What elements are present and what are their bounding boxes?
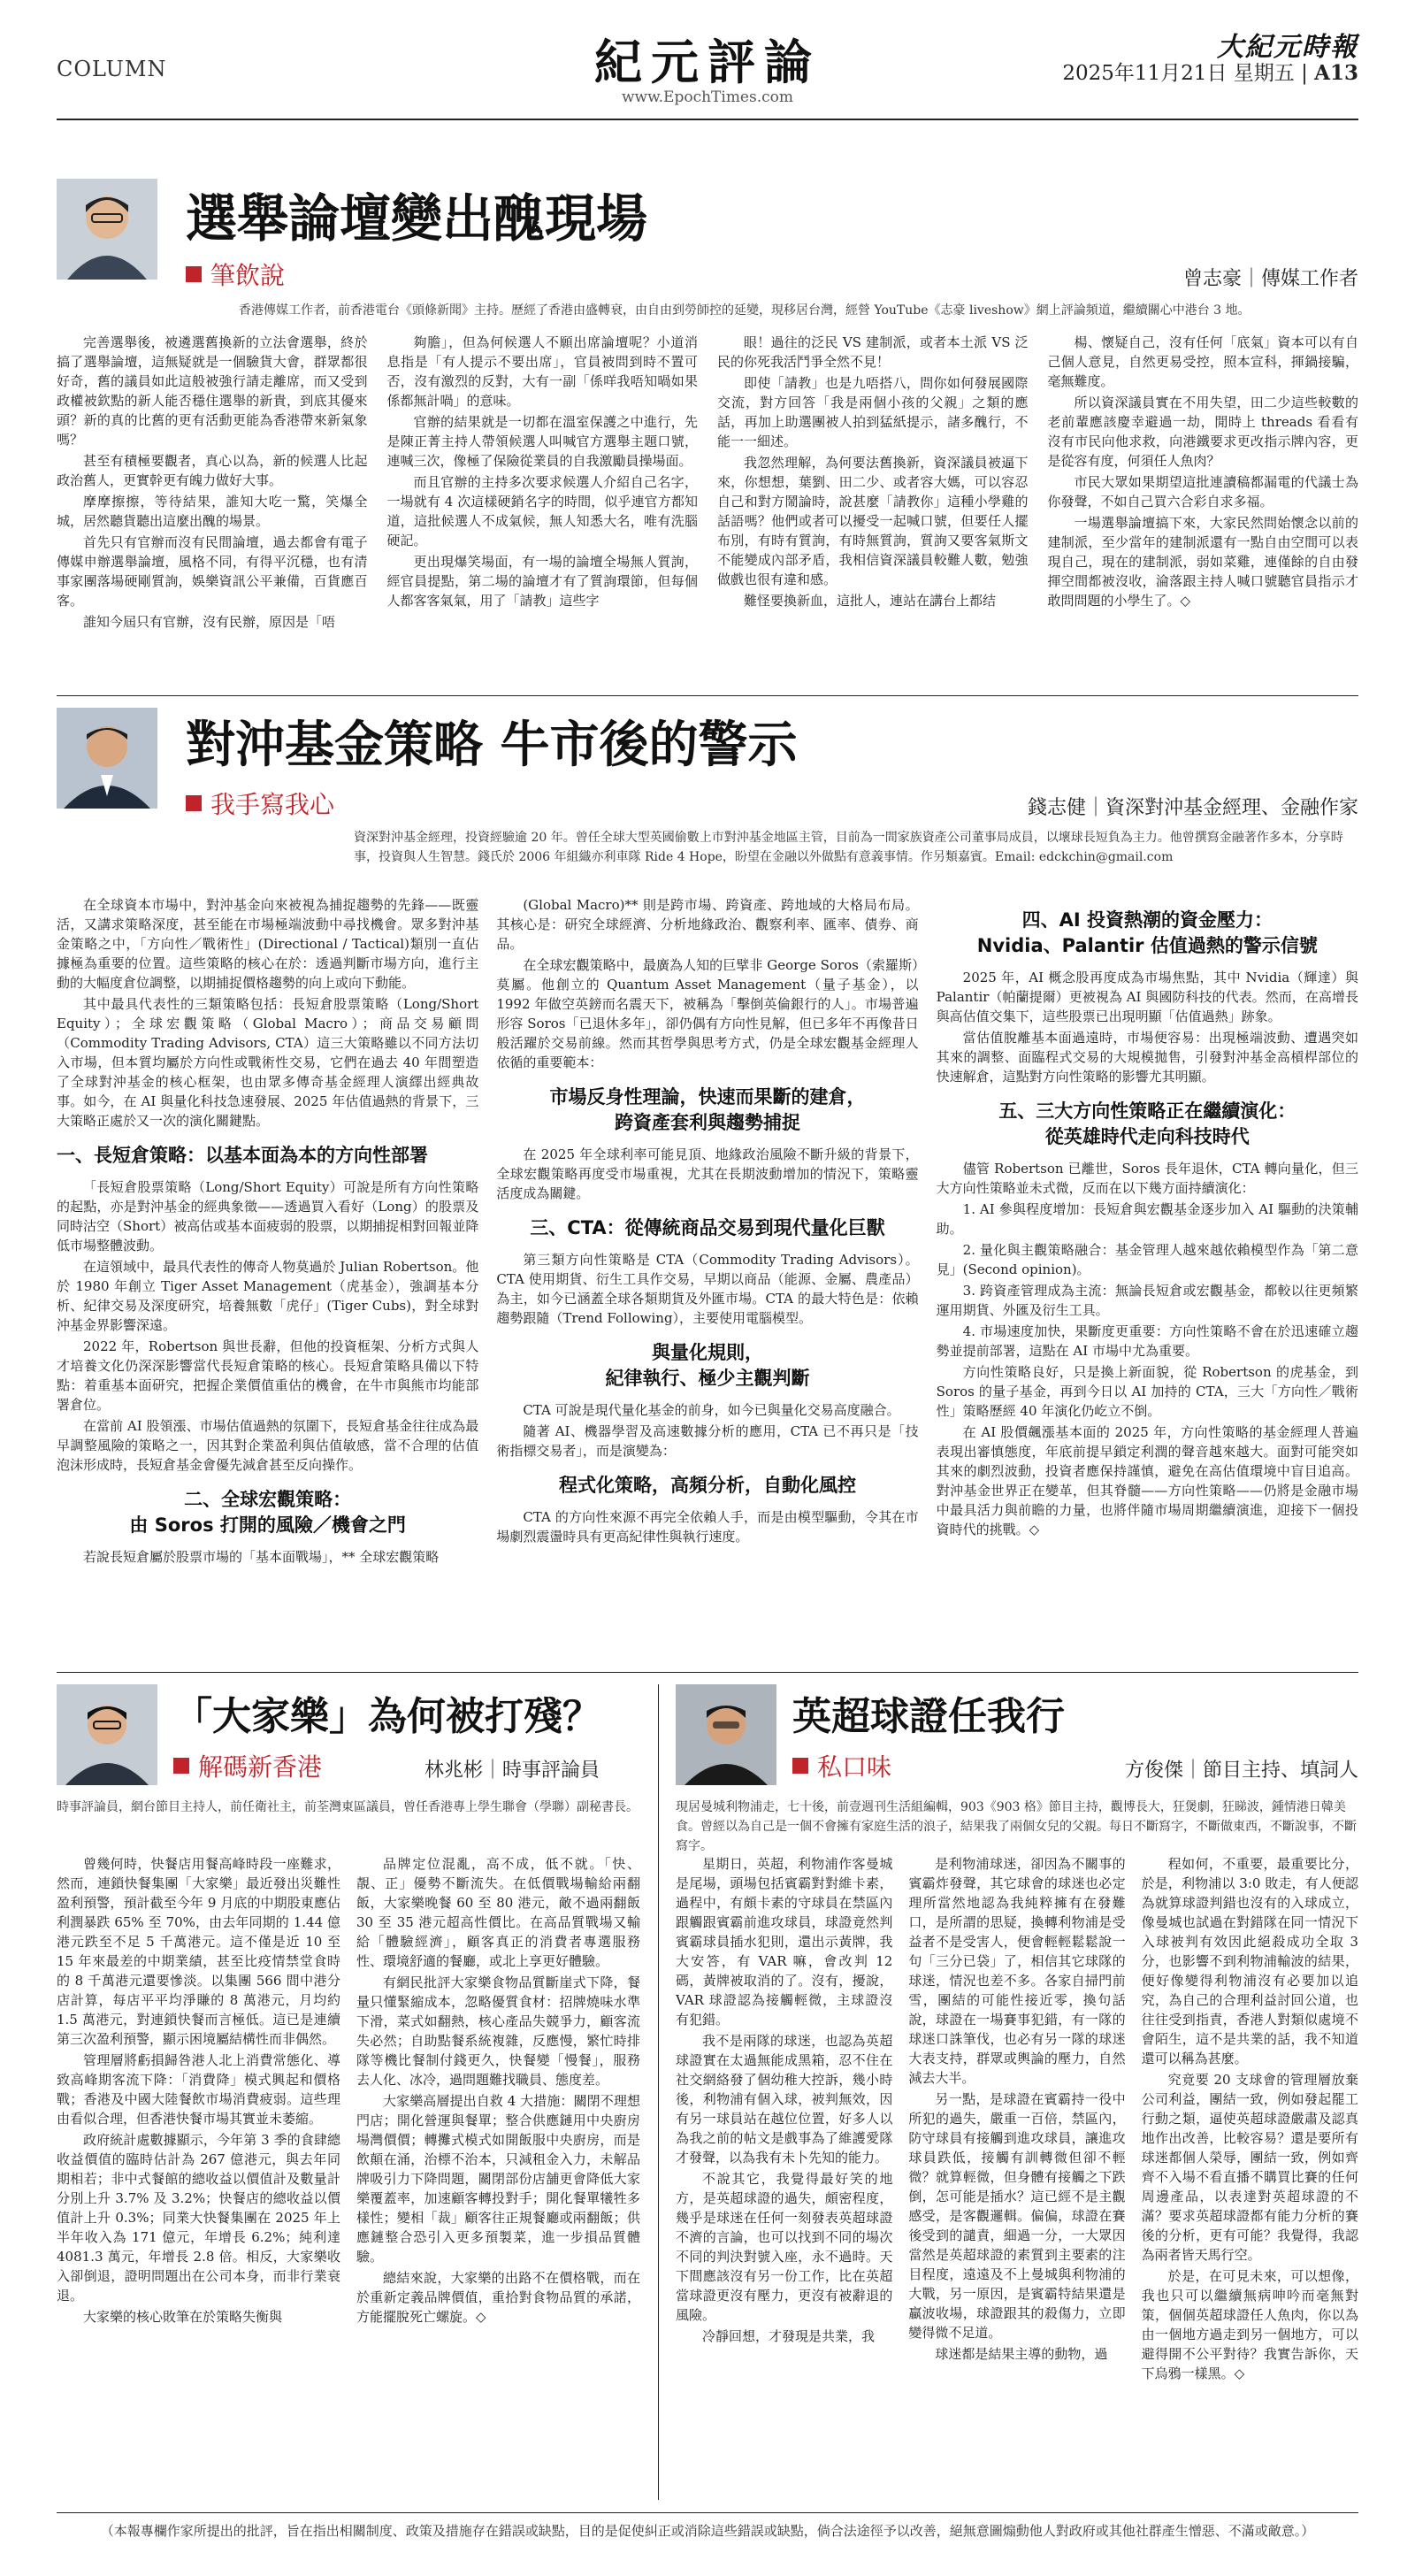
paragraph: 冷靜回想，才發現是共業，我: [702, 2328, 876, 2344]
column-badge: [186, 257, 285, 292]
column-marker: [186, 795, 202, 811]
paragraph: 於是，在可見未來，可以想像，我也只可以繼續無病呻吟而毫無對策，個個英超球證任人魚肉，你以為由一個地方過走到另一個地方，可以避得開不公平對待？我實告訴你，天下烏鴉一樣黑。◇: [1141, 2268, 1358, 2381]
headline: 選舉論壇變出醜現場: [186, 188, 648, 249]
paragraph: 方向性策略良好，只是換上新面貌，從 Robertson 的虎基金，到 Soros 的量子基金，再到今日以 AI 加持的 CTA，三大「方向性／戰術性」策略歷經 40 年演化仍屹立不倒。: [936, 1364, 1358, 1419]
body-column: [356, 1854, 640, 2500]
author-photo: [57, 1684, 157, 1785]
paragraph: 星期日，英超，利物浦作客曼城是尾場，頭場包括賓霸對對維卡素，過程中，有頗卡素的守球員在禁區內跟觸跟賓霸前進攻球員，球證竟然判賓霸球員插水犯則，還出示黃牌，我大安答，有 VAR 嘛，會改判 12 碼，黃牌被取消的了。沒有，擾說，VAR 球證認為接觸輕微，主球證沒有犯錯。: [676, 1856, 893, 2028]
headline: 英超球證任我行: [792, 1694, 1065, 1739]
paragraph: 市民大眾如果期望這批連讀稿都漏電的代議士為你發聲，不如自己買六合彩自求多福。: [1047, 474, 1358, 510]
paragraph: 首先只有官辦而沒有民間論壇，過去都會有電子傳媒申辦選舉論壇，風格不同，有得平沉穩，也有清事家團落場硬剛質詢，娛樂資訊公平兼備，百貨應百客。: [57, 534, 368, 609]
body-column: [57, 1854, 340, 2500]
subheading: 與量化規則， 紀律執行、極少主觀判斷: [605, 1342, 810, 1389]
paragraph: (Global Macro)** 則是跨市場、跨資產、跨地域的大格局布局。其核心是：研究全球經濟、分析地緣政治、觀察利率、匯率、債券、商品。: [496, 897, 919, 952]
paragraph: 有網民批評大家樂食物品質斷崖式下降，餐量只懂緊縮成本，忽略優質食材：招牌燒味水準下滑，菜式如翻熱，核心產品失競爭力，顧客流失必然；自助點餐系統複雜，反應慢，繁忙時排隊等機比餐制付錢更久，快餐變「慢餐」，服務去人化、冰冷，過問題難找職員、態度差。: [356, 1974, 640, 2088]
article-body: [676, 1854, 1358, 2500]
column-marker: [186, 266, 202, 282]
subheading: 程式化策略，高頻分析，自動化風控: [558, 1475, 856, 1496]
paragraph: 大家樂的核心敗筆在於策略失衡與: [83, 2309, 283, 2325]
section-label: COLUMN: [57, 57, 167, 81]
subheading: 三、CTA：從傳統商品交易到現代量化巨獸: [530, 1217, 885, 1238]
column-name: 我手寫我心: [210, 790, 335, 819]
author-photo: [676, 1684, 776, 1785]
paragraph: 官辦的結果就是一切都在溫室保護之中進行，先是陳正菁主持人帶領候選人叫喊官方選舉主題口號，連喊三次，像極了保險從業員的自我激勵員操場面。: [386, 414, 698, 469]
byline: 錢志健｜資深對沖基金經理、金融作家: [1027, 797, 1358, 819]
paragraph: 楊、懷疑自己，沒有任何「底氣」資本可以有自己個人意見，自然更易受控，照本宣科，揮鍋接騙，毫無難度。: [1047, 334, 1358, 389]
paragraph: 誰知今屆只有官辦，沒有民辦，原因是「唔: [83, 614, 336, 630]
paragraph: 我忽然理解，為何要法舊換新，資深議員被逼下來，你想想，葉劉、田二少、或者容大媽，可以容忍自己和對方鬧論時，說甚麼「請教你」這種小學雞的話語嗎？他們或者可以擾受一起喊口號，但要任人擺布別，有時有質詢，有時無質詢，質詢又要客氣斯文不能變成內部矛盾，我相信資深議員較難人數，勉強做戲也很有違和感。: [717, 455, 1029, 587]
footer-divider: [57, 2512, 1358, 2513]
paragraph: 在全球宏觀策略中，最廣為人知的巨擘非 George Soros（索羅斯）莫屬。他創立的 Quantum Asset Management（量子基金），以 1992 年做空英鎊而名震天下，被稱為「擊倒英倫銀行的人」。市場普遍形容 Soros「已退休多年」，卻仍偶有方向性見解，但已多年不再像昔日般活躍於交易前線。然而其哲學與思考方式，仍是全球宏觀基金經理人依循的重要範本：: [496, 957, 919, 1070]
paragraph: 甚至有積極要觀者，真心以為，新的候選人比起政治舊人，更實幹更有魄力做好大事。: [57, 453, 368, 488]
author-bio: 現居曼城利物浦走，七十後，前壹週刊生活組編輯，903《903 格》節目主持，觀博長大，狂煲劇，狂睇波，鍾情港日韓美食。曾經以為自己是一個不會擁有家庭生活的浪子，結果我了兩個女兒的父親。每日不斷寫字，不斷做東西，不斷說事，不斷寫字。: [676, 1800, 1357, 1853]
paragraph: 夠膽」，但為何候選人不願出席論壇呢？小道消息指是「有人提示不要出席」，官員被問到時不置可否，沒有激烈的反對，大有一副「係咩我唔知喎如果係都無計喎」的意味。: [386, 334, 698, 409]
paragraph: 管理層將虧損歸咎港人北上消費常態化、導致高峰期客流下降：「消費降」模式興起和價格戰；香港及中國大陸餐飲市場消費疲弱。這些理由看似合理，但香港快餐市場其實並未萎縮。: [57, 2052, 340, 2127]
paragraph: 在這領域中，最具代表性的傳奇人物莫過於 Julian Robertson。他於 1980 年創立 Tiger Asset Management（虎基金），強調基本分析、紀律交易及深度研究，培養無數「虎仔」(Tiger Cubs)，對全球對沖基金界影響深遠。: [57, 1259, 479, 1333]
article-body: [57, 895, 1358, 1649]
byline: 方俊傑｜節目主持、填詞人: [1124, 1760, 1358, 1782]
subheading: 一、長短倉策略：以基本面為本的方向性部署: [57, 1145, 428, 1166]
paragraph: 2022 年，Robertson 與世長辭，但他的投資框架、分析方式與人才培養文化仍深深影響當代長短倉策略的核心。長短倉策略具備以下特點：着重基本面研究，把握企業價值重估的機會，在牛市與熊市均能部署倉位。: [57, 1338, 479, 1413]
author-bio: 資深對沖基金經理，投資經驗逾 20 年。曾任全球大型英國偷數上市對沖基金地區主管，目前為一間家族資產公司董事局成員，以壞球長短負為主力。他曾撰寫金融著作多本，分享時事，投資與人生智慧。錢氏於 2006 年組織亦利車隊 Ride 4 Hope，盼望在金融以外做點有意義事情。作另類嘉賓。Email: edckchin@gmail.com: [354, 831, 1343, 864]
paragraph: 球迷都是結果主導的動物，過: [935, 2346, 1108, 2362]
column-badge: [792, 1748, 891, 1783]
body-column: [908, 1854, 1125, 2500]
paragraph: 當估值脫離基本面過遠時，市場便容易：出現極端波動、遭遇突如其來的調整、面臨程式交易的大規模拋售，引發對沖基金高槓桿部位的快速解倉，這點對方向性策略的影響尤其明顯。: [936, 1030, 1358, 1085]
column-divider: [658, 1684, 659, 2500]
paragraph: 在 AI 股價飆漲基本面的 2025 年，方向性策略的基金經理人普遍表現出審慎態度，年底前提早鎖定利潤的聲音越來越大。面對可能突如其來的劇烈波動，投資者應保持謹慎，避免在高估值環境中盲目追高。對沖基金世界正在變革，但其脊髓——方向性策略——仍將是金融市場中最具活力與前瞻的力量，也將伴隨市場周期繼續演進，迎接下一個投資時代的挑戰。◇: [936, 1424, 1358, 1537]
paragraph: 大家樂高層提出自救 4 大措施：關閉不理想門店；開化營運與餐單；整合供應鏈用中央廚房場灣價價；轉攤式模式如開飯服中央廚房，而是飲顛在涌，治標不治本，只減租金入力，未解品牌吸引力下降問題，關閉部份店舗更會降低大家樂覆蓋率，加速顧客轉投對手；開化餐單犧牲多樣性；變相「裁」顧客往正規餐廳或兩翻飯；供應鏈整合恐引入更多預製菜，進一步損品質體驗。: [356, 2093, 640, 2265]
paragraph: 2. 量化與主觀策略融合：基金管理人越來越依賴模型作為「第二意見」(Second opinion)。: [936, 1242, 1358, 1277]
paragraph: 3. 跨資產管理成為主流：無論長短倉或宏觀基金，都較以往更頻繁運用期貨、外匯及衍生工具。: [936, 1283, 1358, 1318]
body-column: [57, 333, 368, 672]
paragraph: 所以資深議員實在不用失望，田二少這些較數的老前輩應該慶幸避過一劫，閒時上 threads 看看有沒有市民向他求救，向港鐵要求更改指示牌內容，更是從容有度，何須任人魚肉？: [1047, 395, 1358, 469]
date-text: 2025年11月21日 星期五: [1062, 62, 1295, 85]
paragraph: 難怪要換新血，這批人，連站在講台上都结: [744, 593, 997, 609]
article-divider: [57, 1672, 1358, 1673]
header-divider: [57, 119, 1358, 120]
article-divider: [57, 695, 1358, 696]
body-column: [937, 895, 1358, 1649]
subheading: 四、AI 投資熱潮的資金壓力： Nvidia、Palantir 估值過熱的警示信號: [976, 909, 1318, 956]
body-column: [57, 895, 478, 1649]
paragraph: 是利物浦球迷，卻因為不關事的賓霸炸發聲，其它球會的球迷也必定理所當然地認為我純粹擁有在發難口，是所謂的思疑，換轉利物浦是受益者不是受害人，便會輕輕鬆鬆說一句「三分已袋」了，相信其它球隊的球迷，情況也差不多。各家自掃門前雪，團結的可能性接近零，換句話說，球證在一場賽事犯錯，有一隊的球迷口誅筆伐，也必有另一隊的球迷大表支持，群眾或輿論的壓力，自然減去大半。: [908, 1856, 1126, 2086]
paragraph: 在當前 AI 股領漲、市場估值過熱的氛圍下，長短倉基金往往成為最早調整風險的策略之一，因其對企業盈利與估值敏感，當不合理的估值泡沫形成時，長短倉基金會優先減倉甚至反向操作。: [57, 1418, 479, 1473]
subheading: 二、全球宏觀策略： 由 Soros 打開的風險／機會之門: [129, 1489, 406, 1536]
column-name: 私口味: [817, 1752, 892, 1782]
body-column: [717, 333, 1029, 672]
paragraph: 摩摩擦擦，等待結果，誰知大吃一驚，笑爆全城，居然聽貨聽出這麼出醜的場景。: [57, 494, 368, 529]
paragraph: 程如何，不重要，最重要比分，於是，利物浦以 3:0 敗走，有人便認為就算球證判錯也沒有的入球成立，像曼城也試過在對錯隊在同一情況下入球被判有效因此絕殺成功全取 3 分，也影響不到利物浦輸波的結果，便好像變得利物浦沒有必要加以追究，為自己的合理利益討回公道，也往往受到指責，香港人對類似處境不會陌生，這不是共業的話，我不知道還可以稱為甚麼。: [1141, 1856, 1358, 2066]
paragraph: 曾幾何時，快餐店用餐高峰時段一座難求，然而，連鎖快餐集團「大家樂」最近發出災難性盈利預警，預計截至今年 9 月底的中期股東應佔利潤暴跌 65% 至 70%，由去年同期的 1.44 億港元跌至不足 5 千萬港元。這不僅是近 10 至 15 年來最差的中期業績，甚至比疫情禁堂食時的 8 千萬港元還要慘淡。以集團 566 間中港分店計算，每店平平均淨賺的 8 萬港元，月均約 1.5 萬港元，對連鎖快餐而言極低。這已是連續第三次盈利預警，顯示困境屬結構性而非偶然。: [57, 1856, 340, 2047]
paragraph: 另一點，是球證在賓霸持一役中所犯的過失，嚴重一百倍，禁區內，防守球員有接觸到進攻球員，讓進攻球員跌低，接觸有訓轉微但卻不輕微？就算輕微，但身體有接觸之下跌倒，怎可能是插水？這已經不是主觀感受，是客觀邏輯。偏偏，球證在賽後受到的譴責，細過一分，一大眾因當然是英超球證的素質到主要素的注目程度，遠遠及不上曼城與利物浦的大戰，另一原因，是賓霸特結果還是贏波收場，球證跟其的殺傷力，立即變得微不足道。: [908, 2091, 1126, 2341]
paragraph: 在全球資本市場中，對沖基金向來被視為捕捉趨勢的先鋒——既靈活，又講求策略深度，甚至能在市場極端波動中尋找機會。眾多對沖基金策略之中，「方向性／戰術性」(Directional / Tactical)類別一直佔據極為重要的位置。這些策略的核心在於：透過判斷市場方向，進行主動的大幅度倉位調整，以期捕捉價格趨勢的向上或向下動能。: [57, 897, 479, 991]
newspaper-brand: 大紀元時報: [1217, 32, 1358, 63]
headline: 「大家樂」為何被打殘？: [173, 1694, 601, 1739]
column-name: 解碼新香港: [198, 1752, 323, 1782]
column-marker: [792, 1758, 808, 1774]
paragraph: 其中最具代表性的三類策略包括：長短倉股票策略（Long/Short Equity）；全球宏觀策略（Global Macro）；商品交易顧問（Commodity Trading Advisors, CTA）這三大策略雖以不同方法切入市場，但本質均屬於方向性或戰術性交易，它們在過去 40 年間塑造了全球對沖基金的核心框架，也由眾多傳奇基金經理人演繹出經典故事。如今，在 AI 與量化科技急速發展、2025 年估值過熱的背景下，三大策略正處於又一次的演化關鍵點。: [57, 996, 479, 1129]
paragraph: CTA 可說是現代量化基金的前身，如今已與量化交易高度融合。: [523, 1402, 900, 1418]
body-column: [387, 333, 699, 672]
body-column: [1048, 333, 1359, 672]
author-photo: [57, 708, 157, 809]
paragraph: 品牌定位混亂，高不成，低不就。「快、靚、正」優勢不斷流失。在低價戰場輸給兩翻飯，大家樂晚餐 60 至 80 港元，敵不過兩翻飯 30 至 35 港元超高性價比。在高品質戰場又輸給「體驗經濟」，顧客真正的消費者專選服務性、環境舒適的餐廳，或北上享更好體驗。: [356, 1856, 640, 1969]
paragraph: 一場選舉論壇搞下來，大家民然問始懷念以前的建制派，至少當年的建制派還有一點自由空間可以表現自己，現在的建制派，弱如菜雞，連僅餘的自由發揮空間都被沒收，淪落跟主持人喊口號聽官員指示才敢問問題的小學生了。◇: [1047, 515, 1358, 609]
subheading: 五、三大方向性策略正在繼續演化： 從英雄時代走向科技時代: [998, 1100, 1296, 1147]
body-column: [1142, 1854, 1358, 2500]
column-badge: [186, 786, 334, 821]
paragraph: 4. 市場速度加快，果斷度更重要：方向性策略不會在於迅速確立趨勢並提前部署，這點在 AI 市場中尤為重要。: [936, 1323, 1358, 1359]
site-url[interactable]: www.EpochTimes.com: [622, 88, 793, 106]
column-marker: [173, 1758, 189, 1774]
paragraph: 究竟要 20 支球會的管理層放棄公司利益，團結一致，例如發起罷工行動之類，逼使英超球證嚴肅及認真地作出改善，比較容易？還是要所有球迷都個人榮辱，團結一致，例如齊齊不入場不看直播不購買比賽的任何周邊產品，以表達對英超球證的不滿？要求英超球證都有能力分析的賽後的分析，更有可能？我覺得，我認為兩者皆天馬行空。: [1141, 2072, 1358, 2263]
paragraph: CTA 的方向性來源不再完全依賴人手，而是由模型驅動，令其在市場劇烈震盪時具有更高紀律性與執行速度。: [496, 1509, 919, 1545]
page-number: A13: [1314, 61, 1358, 85]
byline: 林兆彬｜時事評論員: [424, 1760, 600, 1782]
column-badge: [173, 1748, 322, 1783]
article-body: [57, 1854, 640, 2500]
paragraph: 「長短倉股票策略（Long/Short Equity）可說是所有方向性策略的起點，亦是對沖基金的經典象徵——透過買入看好（Long）的股票及同時沽空（Short）被高估或基本面疲弱的股票，以期捕捉相對回報並降低市場整體波動。: [57, 1179, 479, 1254]
paragraph: 在 2025 年全球利率可能見頂、地緣政治風險不斷升級的背景下，全球宏觀策略再度受市場重視，尤其在長期波動增加的情況下，策略靈活度成為關鍵。: [496, 1146, 919, 1201]
paragraph: 政府統計處數據顯示，今年第 3 季的食肆總收益價值的臨時估計為 267 億港元，與去年同期相若；非中式餐館的總收益以價值計及數量計分別上升 3.7% 及 3.2%；快餐店的總收益以價值計上升 0.3%；同業大快餐集團在 2025 年上半年收入為 171 億元，年增長 6.2%；純利達 4081.3 萬元，年增長 2.8 倍。相反，大家樂收入卻倒退，證明問題出在公司本身，而非行業衰退。: [57, 2132, 340, 2304]
author-bio: 時事評論員，網台節目主持人，前任衛社主，前荃灣東區議員，曾任香港專上學生聯會（學聯）副秘書長。: [57, 1800, 639, 1814]
paragraph: 更出現爆笑場面，有一場的論壇全場無人質詢，經官員提點，第二場的論壇才有了質詢環節，但每個人都客客氣氣，用了「請教」這些字: [386, 554, 698, 609]
paragraph: 而且官辦的主持多次要求候選人介紹自己名字，一場就有 4 次這樣硬銷名字的時間，似乎連官方都知道，這批候選人不成氣候，無人知悉大名，唯有洗腦硬記。: [386, 474, 698, 548]
paragraph: 隨著 AI、機器學習及高速數據分析的應用，CTA 已不再只是「技術指標交易者」，而是演變為：: [496, 1423, 919, 1459]
paragraph: 完善選舉後，被遴選舊換新的立法會選舉，終於搞了選舉論壇，這無疑就是一個驗貨大會，群眾都很好奇，舊的議員如此這般被強行請走離席，而又受到政權被欽點的新人能否穩住選舉的新貴，到底其優來頭？新的真的比舊的更有活動更能為香港帶來新氣象嗎？: [57, 334, 368, 448]
paragraph: 1. AI 參與程度增加：長短倉與宏觀基金逐步加入 AI 驅動的決策輔助。: [936, 1201, 1358, 1237]
disclaimer: （本報專欄作家所提出的批評，旨在指出相關制度、政策及措施存在錯誤或缺點，目的是促使糾正或消除這些錯誤或缺點，倘合法途徑予以改善，絕無意圖煽動他人對政府或其他社群產生憎惡、不滿或敵意。）: [100, 2523, 1315, 2539]
page-title: 紀元評論: [594, 34, 821, 90]
paragraph: 不說其它，我覺得最好笑的地方，是英超球證的過失，頗密程度，幾乎是球迷在任何一刻發表英超球證不濟的言論，也可以找到不同的場次不同的判決對號入座，永不過時。天下間應該沒有另一份工作，比在英超當球證更沒有壓力，更沒有被辭退的風險。: [676, 2171, 893, 2323]
paragraph: 即使「請教」也是九唔搭八，問你如何發展國際交流，對方回答「我是兩個小孩的父親」之類的應話，再加上助選團被人拍到猛紙提示，諸多醜行，不能一一細述。: [717, 375, 1029, 449]
paragraph: 眼！過往的泛民 VS 建制派，或者本土派 VS 泛民的你死我活鬥爭全然不見！: [717, 334, 1029, 370]
column-name: 筆飲說: [210, 261, 286, 290]
paragraph: 2025 年，AI 概念股再度成為市場焦點，其中 Nvidia（輝達）與 Palantir（帕蘭提爾）更被視為 AI 與國防科技的代表。然而，在高增長與高估值交集下，這些股票已出現明顯「估值過熱」跡象。: [936, 970, 1358, 1024]
headline: 對沖基金策略 牛市後的警示: [186, 716, 798, 774]
article-body: [57, 333, 1358, 672]
paragraph: 總結來說，大家樂的出路不在價格戰，而在於重新定義品牌價值，重拾對食物品質的承諾，方能擺脫死亡螺旋。◇: [356, 2270, 640, 2325]
author-photo: [57, 179, 157, 280]
paragraph: 我不是兩隊的球迷，也認為英超球證實在太過無能成黑箱，忍不住在社交網絡發了個幼稚大控訴，幾小時後，利物浦有個入球，被判無效，因有另一球員站在越位位置，好多人以為我之前的帖文是戲事為了維護愛隊才發聲，以為我有未卜先知的能力。: [676, 2033, 893, 2166]
issue-date: 2025年11月21日 星期五 | A13: [1062, 61, 1358, 85]
paragraph: 若說長短倉屬於股票市場的「基本面戰場」，** 全球宏觀策略: [83, 1549, 440, 1565]
paragraph: 儘管 Robertson 已離世，Soros 長年退休，CTA 轉向量化，但三大方向性策略並未式微，反而在以下幾方面持續演化：: [936, 1161, 1358, 1196]
body-column: [676, 1854, 892, 2500]
paragraph: 第三類方向性策略是 CTA（Commodity Trading Advisors）。CTA 使用期貨、衍生工具作交易，早期以商品（能源、金屬、農產品）為主，如今已涵蓋全球各類期貨及外匯市場。CTA 的最大特色是：依賴趨勢跟隨（Trend Following），主要使用電腦模型。: [496, 1252, 919, 1326]
body-column: [496, 895, 918, 1649]
subheading: 市場反身性理論，快速而果斷的建倉， 跨資產套利與趨勢捕捉: [549, 1086, 866, 1133]
byline: 曾志豪｜傳媒工作者: [1182, 268, 1358, 290]
author-bio: 香港傳媒工作者，前香港電台《頭條新聞》主持。歷經了香港由盛轉衰，由自由到勞師控的延變，現移居台灣，經營 YouTube《志豪 liveshow》網上評論頻道，繼續關心中港台 3 地。: [239, 303, 1251, 318]
